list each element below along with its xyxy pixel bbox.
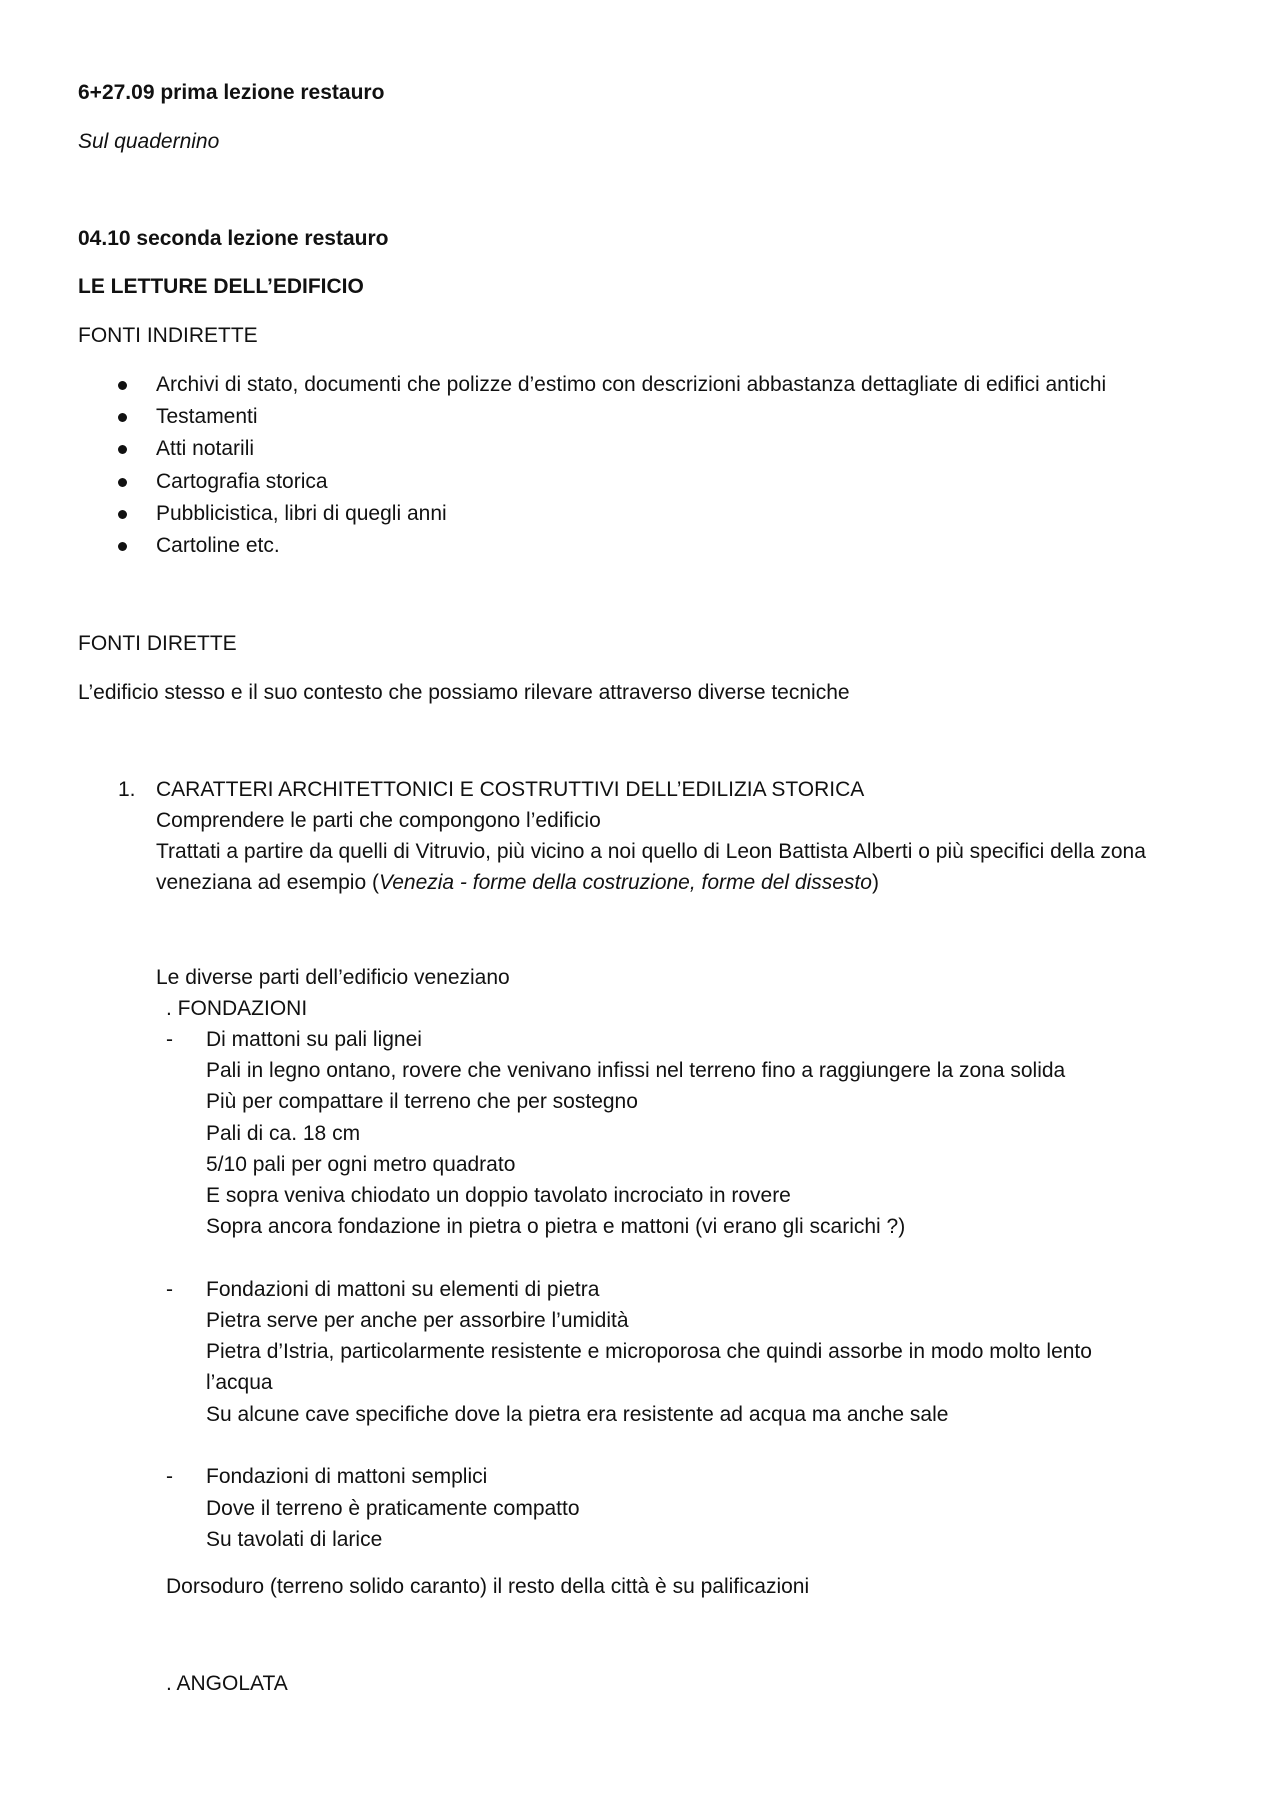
list-item: Pubblicistica, libri di quegli anni (156, 502, 447, 525)
section-line: Trattati a partire da quelli di Vitruvio, più vicino a noi quello di Leon Battista Alberti o più specifici della zona (156, 840, 1146, 863)
parti-intro: Le diverse parti dell’edificio veneziano (156, 966, 510, 989)
section-title: CARATTERI ARCHITETTONICI E COSTRUTTIVI DELL’EDILIZIA STORICA (156, 778, 865, 801)
lesson2-title: 04.10 seconda lezione restauro (78, 227, 389, 250)
bullet-icon (118, 478, 127, 487)
group-line: Dove il terreno è praticamente compatto (206, 1497, 580, 1520)
group-line: Di mattoni su pali lignei (206, 1028, 422, 1051)
group-line: Pietra serve per anche per assorbire l’umidità (206, 1309, 629, 1332)
lesson2-subtitle: LE LETTURE DELL’EDIFICIO (78, 275, 364, 298)
group-line: 5/10 pali per ogni metro quadrato (206, 1153, 516, 1176)
bullet-icon (118, 542, 127, 551)
group-line: Pali in legno ontano, rovere che venivano infissi nel terreno fino a raggiungere la zona solida (206, 1059, 1066, 1082)
group-line: Su alcune cave specifiche dove la pietra era resistente ad acqua ma anche sale (206, 1403, 949, 1426)
fonti-dirette-heading: FONTI DIRETTE (78, 632, 237, 655)
group-line: l’acqua (206, 1371, 273, 1394)
dash-marker: - (166, 1028, 173, 1051)
list-item: Testamenti (156, 405, 258, 428)
group-line: E sopra veniva chiodato un doppio tavolato incrociato in rovere (206, 1184, 791, 1207)
fondazioni-label: . FONDAZIONI (166, 997, 308, 1020)
section-line: veneziana ad esempio (Venezia - forme della costruzione, forme del dissesto) (156, 871, 879, 894)
bullet-icon (118, 510, 127, 519)
fonti-indirette-heading: FONTI INDIRETTE (78, 324, 258, 347)
group-line: Fondazioni di mattoni semplici (206, 1465, 488, 1488)
bullet-icon (118, 413, 127, 422)
list-item: Archivi di stato, documenti che polizze d’estimo con descrizioni abbastanza dettagliate di edifici antichi (156, 373, 1107, 396)
book-title: Venezia - forme della costruzione, forme del dissesto (378, 871, 872, 894)
dash-marker: - (166, 1278, 173, 1301)
lesson1-note: Sul quadernino (78, 130, 220, 153)
section-number: 1. (118, 778, 136, 801)
section-line: Comprendere le parti che compongono l’edificio (156, 809, 601, 832)
group-line: Fondazioni di mattoni su elementi di pietra (206, 1278, 600, 1301)
group-line: Su tavolati di larice (206, 1528, 383, 1551)
dash-marker: - (166, 1465, 173, 1488)
list-item: Cartoline etc. (156, 534, 280, 557)
group-line: Pali di ca. 18 cm (206, 1122, 361, 1145)
bullet-icon (118, 445, 127, 454)
list-item: Cartografia storica (156, 470, 328, 493)
list-item: Atti notarili (156, 437, 255, 460)
group-line: Sopra ancora fondazione in pietra o pietra e mattoni (vi erano gli scarichi ?) (206, 1215, 906, 1238)
angolata-label: . ANGOLATA (166, 1672, 288, 1695)
group-line: Pietra d’Istria, particolarmente resistente e microporosa che quindi assorbe in modo molto lento (206, 1340, 1092, 1363)
group-line: Più per compattare il terreno che per sostegno (206, 1090, 638, 1113)
bullet-icon (118, 381, 127, 390)
lesson1-title: 6+27.09 prima lezione restauro (78, 81, 385, 104)
dorsoduro-note: Dorsoduro (terreno solido caranto) il resto della città è su palificazioni (166, 1575, 810, 1598)
fonti-dirette-text: L’edificio stesso e il suo contesto che possiamo rilevare attraverso diverse tecniche (78, 681, 850, 704)
